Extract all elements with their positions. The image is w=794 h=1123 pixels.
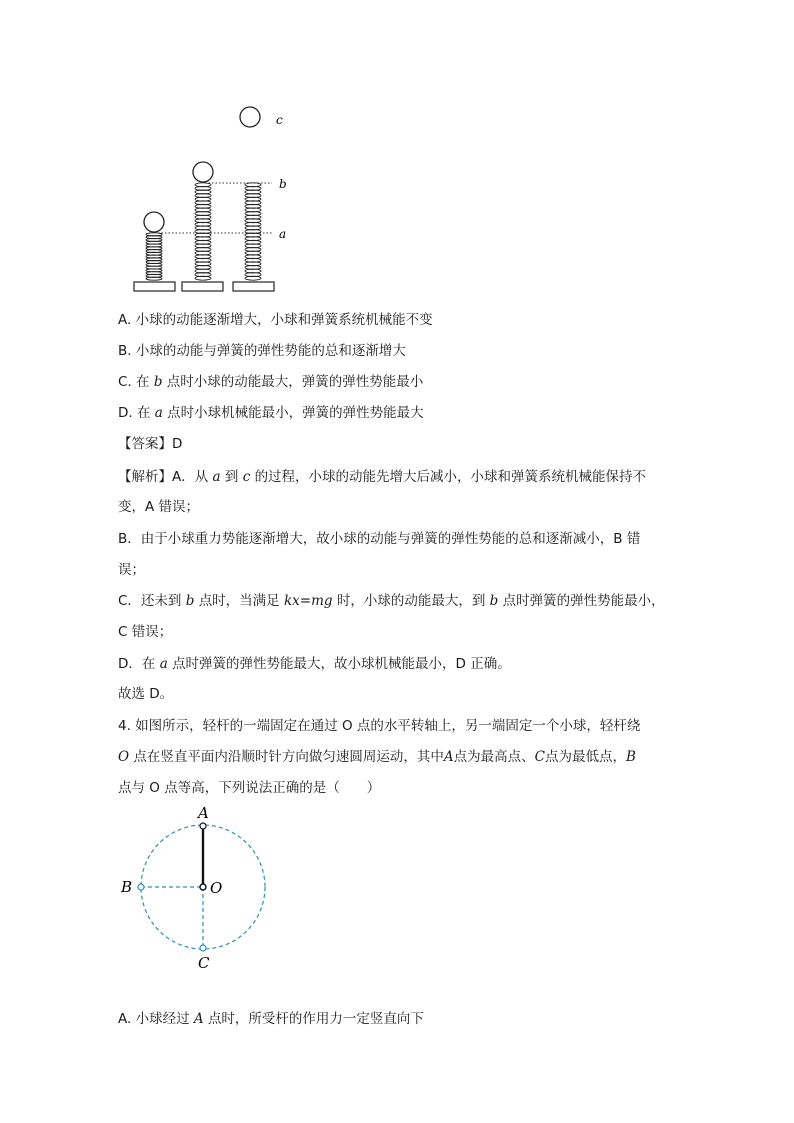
base-middle xyxy=(182,282,223,291)
q4-stem-line3: 点与 O 点等高，下列说法正确的是（ ） xyxy=(118,780,381,796)
label-C: C xyxy=(198,954,210,972)
label-c: c xyxy=(276,113,283,127)
label-a: a xyxy=(279,227,287,241)
q3-analysis-line4: 误； xyxy=(118,562,145,578)
q3-option-c: C. 在 b 点时小球的动能最大，弹簧的弹性势能最小 xyxy=(118,374,424,390)
point-a xyxy=(200,823,206,829)
point-c xyxy=(200,945,206,951)
q3-conclusion: 故选 D。 xyxy=(118,686,174,702)
q3-answer: 【答案】D xyxy=(118,436,183,452)
spring-figure xyxy=(0,0,794,300)
q4-stem-line1: 4. 如图所示，轻杆的一端固定在通过 O 点的水平转轴上，另一端固定一个小球，轻杆绕 xyxy=(118,718,641,734)
q3-analysis-line6: C 错误； xyxy=(118,624,173,640)
spring-middle xyxy=(195,183,211,280)
point-o xyxy=(200,884,206,890)
q3-option-d: D. 在 a 点时小球机械能最小，弹簧的弹性势能最大 xyxy=(118,405,424,421)
ball-middle xyxy=(193,162,213,182)
ball-left xyxy=(144,212,164,232)
spring-right xyxy=(245,183,261,280)
q3-analysis-line2: 变，A 错误； xyxy=(118,499,200,515)
q4-stem-line2: O 点在竖直平面内沿顺时针方向做匀速圆周运动，其中A点为最高点、C点为最低点，B xyxy=(118,749,636,765)
q3-analysis-line1: 【解析】A．从 a 到 c 的过程，小球的动能先增大后减小，小球和弹簧系统机械能保持不 xyxy=(118,469,647,485)
q3-option-a: A. 小球的动能逐渐增大，小球和弹簧系统机械能不变 xyxy=(118,312,433,328)
label-O: O xyxy=(210,879,223,897)
spring-left xyxy=(146,233,162,280)
label-b: b xyxy=(279,177,287,191)
point-b xyxy=(138,884,144,890)
label-B: B xyxy=(121,878,133,896)
base-right xyxy=(233,282,274,291)
base-left xyxy=(134,282,175,291)
q4-option-a: A. 小球经过 A 点时，所受杆的作用力一定竖直向下 xyxy=(118,1011,424,1027)
ball-c xyxy=(240,107,260,127)
circle-figure xyxy=(0,800,794,1000)
q3-option-b: B. 小球的动能与弹簧的弹性势能的总和逐渐增大 xyxy=(118,343,406,359)
q3-analysis-line7: D．在 a 点时弹簧的弹性势能最大，故小球机械能最小，D 正确。 xyxy=(118,656,511,672)
q3-analysis-line5: C．还未到 b 点时，当满足 kx=mg 时，小球的动能最大，到 b 点时弹簧的弹性势能最小， xyxy=(118,593,665,609)
q3-analysis-line3: B．由于小球重力势能逐渐增大，故小球的动能与弹簧的弹性势能的总和逐渐减小，B 错 xyxy=(118,531,641,547)
label-A: A xyxy=(198,804,209,822)
